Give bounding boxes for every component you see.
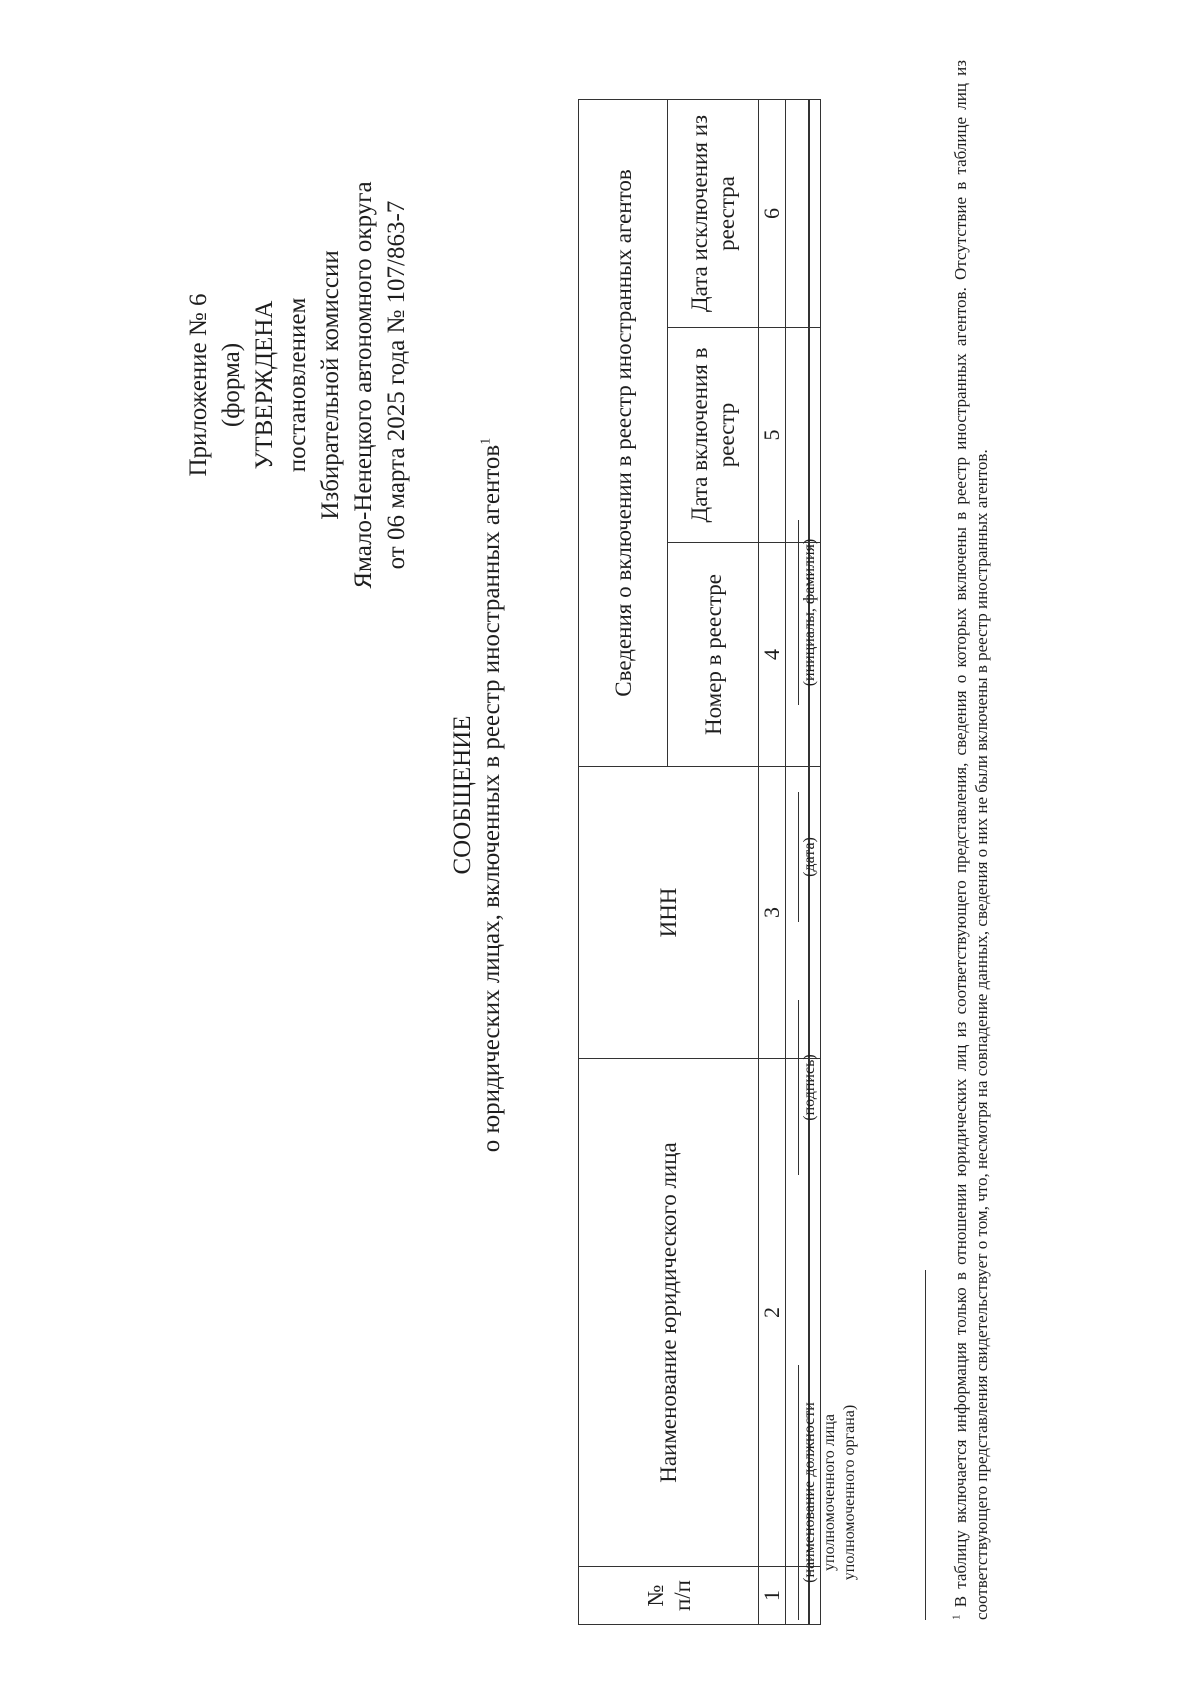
- column-number: 1: [759, 1567, 786, 1625]
- column-number: 5: [759, 328, 786, 543]
- footnote-text: В таблицу включается информация только в отношении юридических лиц из соответствующего представления, сведения о которых включены в реестр иностранных агентов. Отсутствие в таблице лиц из соответствующего представления свидетельствует о том, что, несмотря на совпадение данных, сведения о них не были включены в реестр иностранных агентов.: [951, 60, 991, 1620]
- footnote-marker: 1: [950, 1614, 963, 1620]
- column-number-row: [759, 100, 786, 1625]
- name-caption: (инициалы, фамилия): [801, 538, 818, 687]
- region-name: Ямало-Ненецкого автономного округа: [350, 181, 377, 589]
- signature-line: [798, 1000, 799, 1175]
- column-number: 3: [759, 767, 786, 1059]
- footnote-reference: 1: [478, 437, 494, 445]
- header-exclusion-date: Дата исключения из реестра: [668, 100, 759, 328]
- document-title: [448, 135, 506, 1455]
- name-line: [798, 520, 799, 705]
- approved-label: УТВЕРЖДЕНА: [251, 300, 278, 470]
- header-reg-number: Номер в реестре: [668, 543, 759, 767]
- position-caption: (наименование должности уполномоченного лица уполномоченного органа): [801, 1402, 858, 1583]
- footnote: [950, 60, 992, 1620]
- appendix-number: Приложение № 6: [185, 293, 212, 477]
- title-subheading: [477, 135, 506, 1455]
- column-number: 6: [759, 100, 786, 328]
- header-num: № п/п: [579, 1567, 759, 1625]
- registry-table: [578, 99, 821, 1625]
- date-line: [798, 792, 799, 922]
- approval-block: [182, 95, 413, 675]
- title-subheading-text: о юридических лицах, включенных в реестр иностранных агентов: [478, 444, 505, 1153]
- column-number: 2: [759, 1059, 786, 1567]
- table-cell: [809, 100, 821, 328]
- header-inn: ИНН: [579, 767, 759, 1059]
- date-caption: (дата): [801, 837, 818, 877]
- table-header-row: [579, 100, 668, 1625]
- title-heading: СООБЩЕНИЕ: [449, 715, 476, 875]
- table-cell: [786, 100, 810, 328]
- footnote-separator: [925, 1270, 926, 1620]
- header-inclusion-date: Дата включения в реестр: [668, 328, 759, 543]
- resolution-label: постановлением: [284, 297, 311, 473]
- resolution-date-number: от 06 марта 2025 года № 107/863-7: [383, 200, 410, 570]
- header-registry-group: Сведения о включении в реестр иностранных агентов: [579, 100, 668, 767]
- column-number: 4: [759, 543, 786, 767]
- table-cell: [809, 328, 821, 543]
- signature-caption: (подпись): [801, 1054, 818, 1121]
- table-cell: [786, 328, 810, 543]
- form-label: (форма): [218, 342, 245, 428]
- position-line: [798, 1365, 799, 1620]
- header-name: Наименование юридического лица: [579, 1059, 759, 1567]
- commission-name: Избирательной комиссии: [317, 250, 344, 520]
